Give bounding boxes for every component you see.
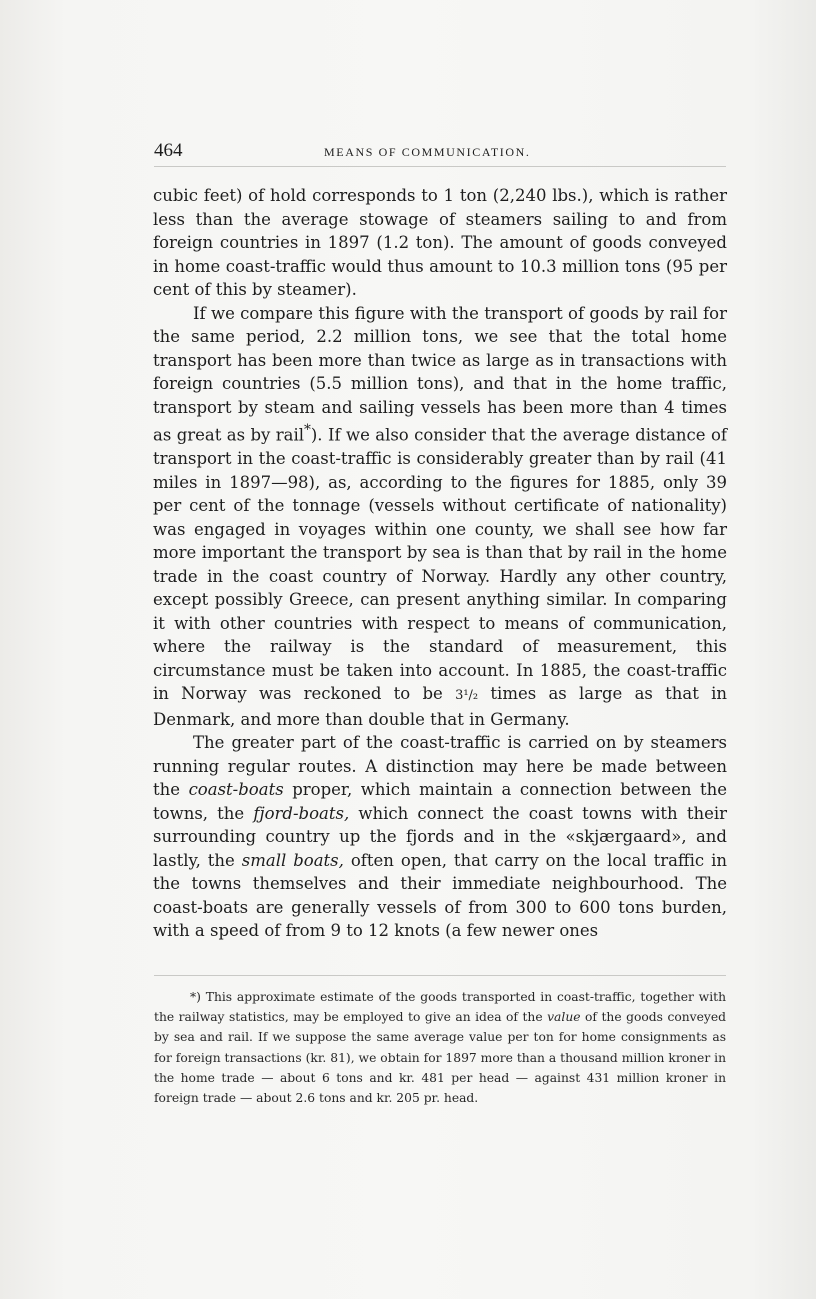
- main-text: [153, 184, 727, 943]
- paragraph-2-text-a: If we compare this figure with the transport of goods by rail for the same period, 2.2 million tons, we see that the total home transport has been more than twice as large as in transactions with foreign countries (5.5 million tons), and that in the home traffic, transport by steam and sailing vessels has been more than 4 times as great as by rail: [153, 303, 727, 445]
- paragraph-3-text-b: proper, which maintain a connection between the towns, the: [153, 780, 728, 823]
- page-number: 464: [154, 140, 183, 161]
- footnote-marker: *): [190, 990, 201, 1004]
- term-coast-boats: coast-boats: [188, 780, 284, 799]
- paragraph-1: [153, 184, 727, 302]
- footnote-divider: [154, 975, 726, 976]
- page-header: [154, 138, 726, 167]
- fraction-three-and-half: 3¹/₂: [455, 688, 479, 703]
- paragraph-2-text-b: ). If we also consider that the average distance of transport in the coast-traffic is considerably greater than by rail (41 miles in 1897—98), as, according to the figures for 1885, only 39 per cent of the tonnage (vessels without certificate of nationality) was engaged in voyages within one county, we shall see how far more important the transport by sea is than that by rail in the home trade in the coast country of Norway. Hardly any other country, except possibly Greece, can present anything similar. In comparing it with other countries with respect to means of communication, where the railway is the standard of measurement, this circumstance must be taken into account. In 1885, the coast-traffic in Norway was reckoned to be: [153, 425, 727, 703]
- running-head-title: MEANS OF COMMUNICATION.: [324, 145, 531, 159]
- term-small-boats: small boats,: [241, 850, 344, 870]
- footnote-term-value: value: [547, 1010, 581, 1025]
- paragraph-2: [153, 302, 727, 732]
- footnote-text-b: of the goods conveyed by sea and rail. If we suppose the same average value per ton for home consignments as for foreign transactions (kr. 81), we obtain for 1897 more than a thousand million kroner in the home trade — about 6 tons and kr. 481 per head — against 431 million kroner in foreign trade — about 2.6 tons and kr. 205 pr. head.: [154, 1010, 726, 1106]
- paragraph-3-text-d: often open, that carry on the local traffic in the towns themselves and their immediate neighbourhood. The coast-boats are generally vessels of from 300 to 600 tons burden, with a speed of from 9 to 12 knots (a few newer ones: [153, 850, 728, 940]
- footnote-reference: *: [304, 422, 311, 438]
- paragraph-1-text: cubic feet) of hold corresponds to 1 ton (2,240 lbs.), which is rather less than the average stowage of steamers sailing to and from foreign countries in 1897 (1.2 ton). The amount of goods conveyed in home coast-traffic would thus amount to 10.3 million tons (95 per cent of this by steamer).: [153, 186, 727, 299]
- term-fjord-boats: fjord-boats,: [253, 803, 350, 823]
- paragraph-3-text-a: The greater part of the coast-traffic is carried on by steamers running regular routes. A distinction may here be made between the: [153, 733, 727, 799]
- paragraph-3-text-c: which connect the coast towns with their surrounding country up the fjords and in the «skjærgaard», and lastly, the: [153, 803, 727, 870]
- footnote: [154, 987, 726, 1108]
- paragraph-3: [153, 731, 727, 943]
- paragraph-2-text-c: times as large as that in Denmark, and more than double that in Germany.: [153, 684, 728, 729]
- footnote-text-a: This approximate estimate of the goods transported in coast-traffic, together with the railway statistics, may be employed to give an idea of the: [154, 990, 726, 1025]
- footnote-paragraph: [154, 987, 726, 1108]
